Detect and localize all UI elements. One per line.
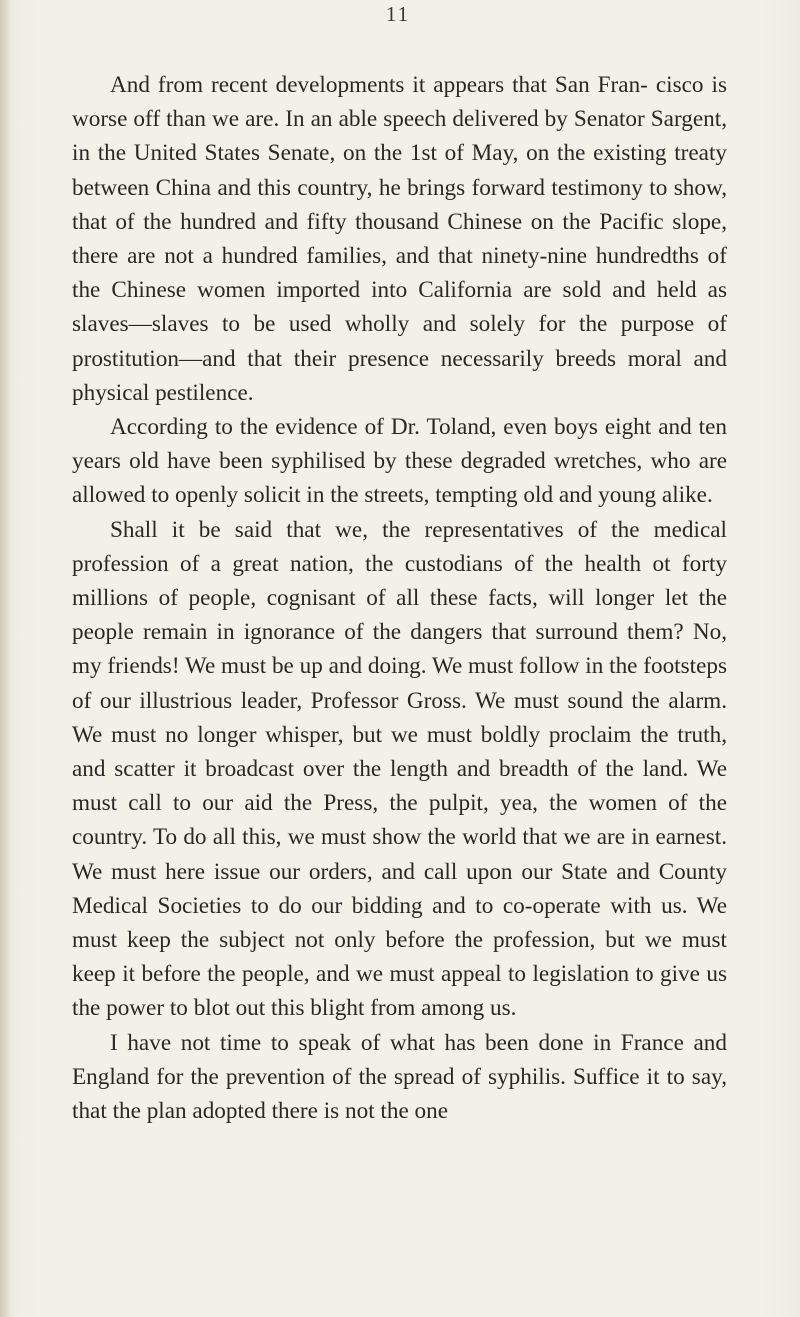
paragraph-call-to-action: Shall it be said that we, the representatives of the medical profession of a great nation, the custodians of the health ot forty millions of people, cognisant of all these facts, will longer let the people remain in ignorance of the dangers that surround them? No, my friends! We must be up and doing. We must follow in the footsteps of our illustrious leader, Professor Gross. We must sound the alarm. We must no longer whisper, but we must boldly proclaim the truth, and scatter it broadcast over the length and breadth of the land. We must call to our aid the Press, the pulpit, yea, the women of the country. To do all this, we must show the world that we are in earnest. We must here issue our orders, and call upon our State and County Medical Societies to do our bidding and to co-operate with us. We must keep the subject not only before the profession, but we must keep it before the people, and we must appeal to legislation to give us the power to blot out this blight from among us. xyxy=(72,516,727,1022)
paragraph-france-england: I have not time to speak of what has been done in France and England for the prevention of the spread of syphilis. Suffice it to say, that the plan adopted there is not the one xyxy=(72,1029,727,1125)
body-text xyxy=(72,68,727,1128)
page-number: 11 xyxy=(385,2,411,26)
page-binding-edge xyxy=(0,0,10,1317)
paragraph-dr-toland: According to the evidence of Dr. Toland, even boys eight and ten years old have been syphilised by these degraded wretches, who are allowed to openly solicit in the streets, tempting old and young alike. xyxy=(72,414,727,509)
paragraph-san-francisco: And from recent developments it appears that San Fran- cisco is worse off than we are. In an able speech delivered by Senator Sargent, in the United States Senate, on the 1st of May, on the existing treaty between China and this country, he brings forward testimony to show, that of the hundred and fifty thousand Chinese on the Pacific slope, there are not a hundred families, and that ninety-nine hundredths of the Chinese women imported into California are sold and held as slaves—slaves to be used wholly and solely for the purpose of prostitution—and that their presence necessarily breeds moral and physical pestilence. xyxy=(72,72,727,406)
